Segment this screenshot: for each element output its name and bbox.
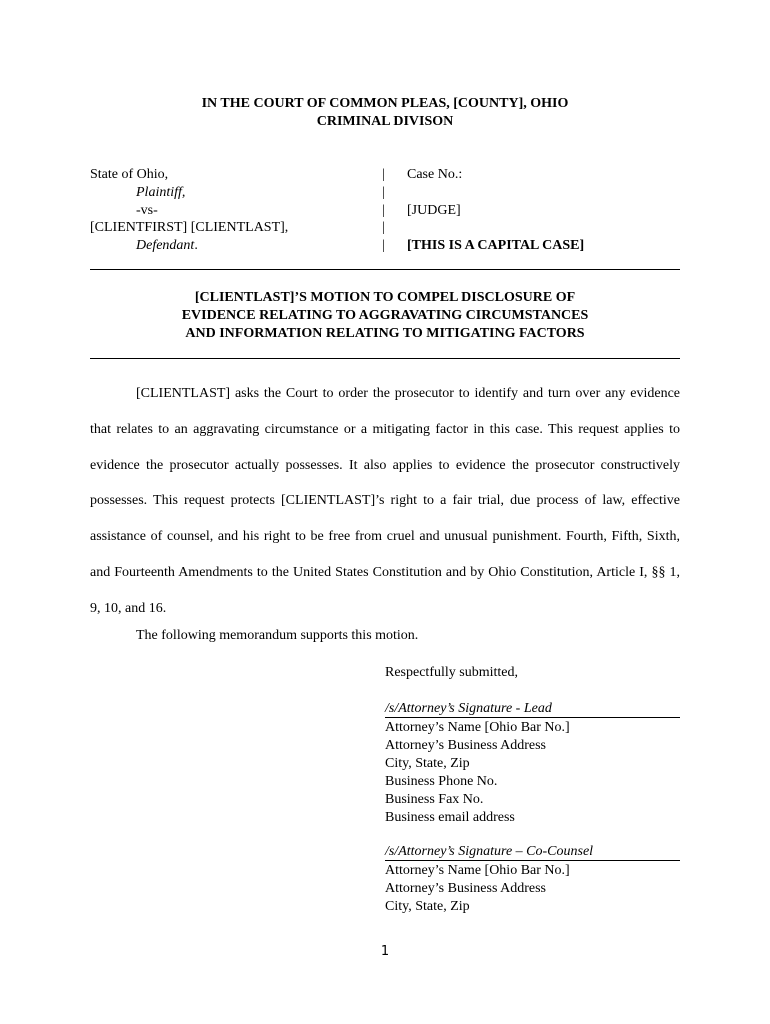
defendant-role: Defendant — [136, 238, 195, 254]
plaintiff-name: State of Ohio, — [90, 167, 169, 182]
motion-title — [0, 289, 770, 343]
court-division: CRIMINAL DIVISON — [316, 113, 454, 129]
lead-attorney-address: Attorney’s Business Address — [385, 737, 546, 753]
case-number-label: Case No.: — [407, 167, 463, 182]
cocounsel-attorney-address: Attorney’s Business Address — [385, 880, 546, 896]
page-number: 1 — [380, 944, 390, 959]
lead-attorney-name: Attorney’s Name [Ohio Bar No.] — [385, 720, 570, 735]
judge-field: [JUDGE] — [407, 202, 461, 218]
lead-signature-line: /s/Attorney’s Signature - Lead — [385, 701, 680, 718]
title-rule-bottom — [90, 358, 680, 359]
lead-attorney-email: Business email address — [385, 809, 515, 825]
motion-title-line2: EVIDENCE RELATING TO AGGRAVATING CIRCUMSTANCES — [181, 308, 589, 323]
court-name: IN THE COURT OF COMMON PLEAS, [COUNTY], OHIO — [201, 96, 569, 111]
versus-label: -vs- — [136, 202, 158, 218]
signature-closing — [385, 664, 680, 682]
caption-parties: State of Ohio, Plaintiff, -vs- [CLIENTFIRST] [CLIENTLAST], Defendant. — [90, 167, 289, 254]
signature-lead — [385, 701, 680, 826]
plaintiff-role: Plaintiff, — [136, 184, 186, 200]
caption-case-info — [407, 166, 584, 255]
court-header — [0, 95, 770, 130]
capital-case-notice: [THIS IS A CAPITAL CASE] — [407, 238, 585, 254]
cocounsel-attorney-name: Attorney’s Name [Ohio Bar No.] — [385, 863, 570, 878]
motion-title-line1: [CLIENTLAST]’S MOTION TO COMPEL DISCLOSURE OF — [194, 290, 576, 305]
caption-rule-top — [90, 269, 680, 270]
lead-attorney-fax: Business Fax No. — [385, 791, 484, 807]
caption-divider: | | | | | — [382, 167, 385, 254]
closing-text: Respectfully submitted, — [385, 665, 518, 680]
defendant-name: [CLIENTFIRST] [CLIENTLAST], — [90, 220, 289, 236]
motion-body-paragraph: [CLIENTLAST] asks the Court to order the prosecutor to identify and turn over any evidence that relates to an aggravating circumstance or a mitigating factor in this case. This request applies to evidence the prosecutor actually possesses. It also applies to evidence the prosecutor constructively possesses. This request protects [CLIENTLAST]’s right to a fair trial, due process of law, effective assistance of counsel, and his right to be free from cruel and unusual punishment. Fourth, Fifth, Sixth, and Fourteenth Amendments to the United States Constitution and by Ohio Constitution, Article I, §§ 1, 9, 10, and 16. — [90, 386, 680, 616]
memorandum-note: The following memorandum supports this motion. — [136, 628, 419, 643]
signature-cocounsel — [385, 844, 680, 916]
lead-attorney-city: City, State, Zip — [385, 755, 470, 771]
lead-attorney-phone: Business Phone No. — [385, 773, 498, 789]
cocounsel-attorney-city: City, State, Zip — [385, 898, 470, 914]
cocounsel-signature-line: /s/Attorney’s Signature – Co-Counsel — [385, 844, 680, 861]
motion-title-line3: AND INFORMATION RELATING TO MITIGATING FACTORS — [185, 326, 585, 341]
